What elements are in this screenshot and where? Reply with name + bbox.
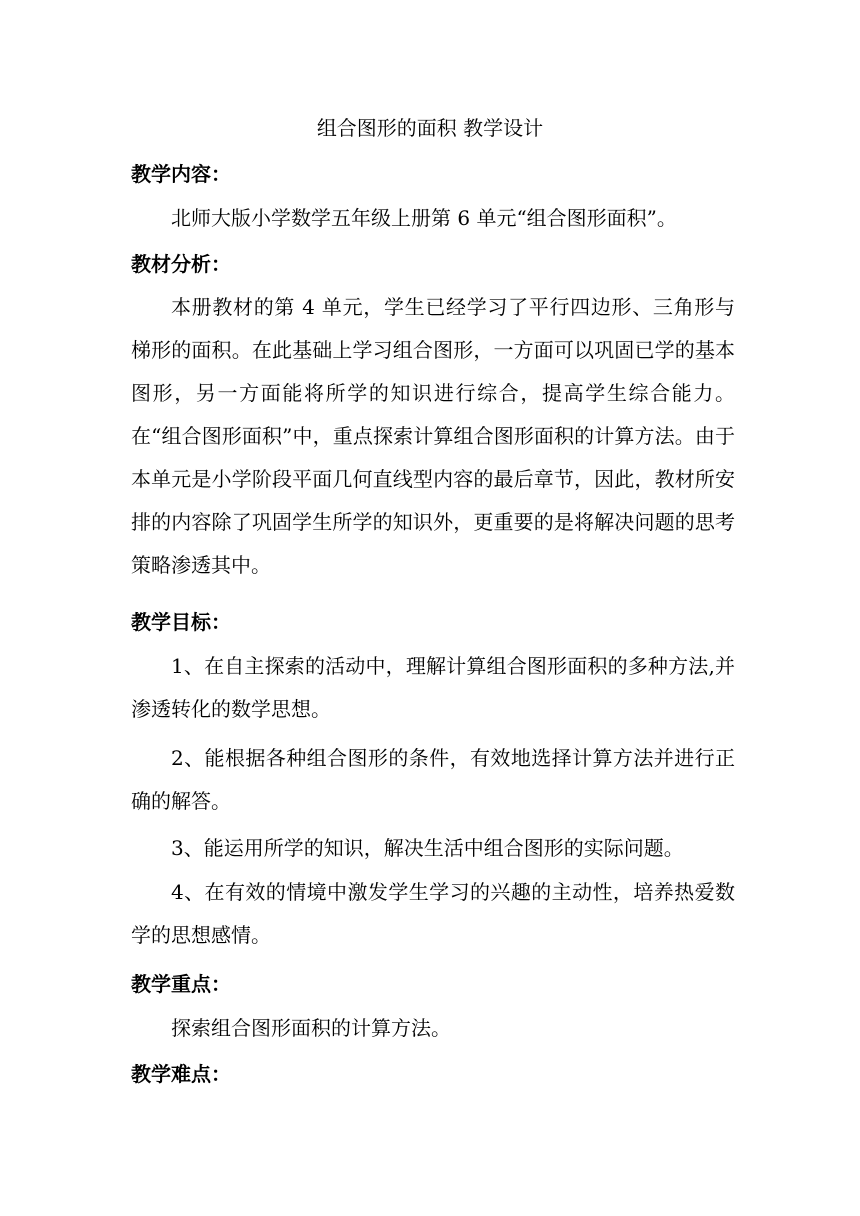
- paragraph-textbook-analysis: 本册教材的第 4 单元，学生已经学习了平行四边形、三角形与梯形的面积。在此基础上学习组合图形，一方面可以巩固已学的基本图形，另一方面能将所学的知识进行综合，提高学生综合能力。在“组合图形面积”中，重点探索计算组合图形面积的计算方法。由于本单元是小学阶段平面几何直线型内容的最后章节，因此，教材所安排的内容除了巩固学生所学的知识外，更重要的是将解决问题的思考策略渗透其中。: [131, 295, 735, 577]
- paragraph-goal-4: 4、在有效的情境中激发学生学习的兴趣的主动性，培养热爱数学的思想感情。: [131, 880, 735, 947]
- paragraph-key-points: 探索组合图形面积的计算方法。: [171, 1016, 451, 1040]
- section-heading-teaching-difficulties: 教学难点：: [131, 1062, 231, 1086]
- paragraph-teaching-content: 北师大版小学数学五年级上册第 6 单元“组合图形面积”。: [171, 206, 677, 230]
- paragraph-goal-3: 3、能运用所学的知识，解决生活中组合图形的实际问题。: [171, 836, 684, 860]
- paragraph-goal-1: 1、在自主探索的活动中，理解计算组合图形面积的多种方法,并渗透转化的数学思想。: [131, 654, 735, 721]
- section-heading-teaching-key-points: 教学重点：: [131, 972, 231, 996]
- section-heading-teaching-goals: 教学目标：: [131, 610, 231, 634]
- section-heading-textbook-analysis: 教材分析：: [131, 252, 231, 276]
- section-heading-teaching-content: 教学内容：: [131, 162, 231, 186]
- document-title: 组合图形的面积 教学设计: [316, 116, 544, 140]
- paragraph-goal-2: 2、能根据各种组合图形的条件，有效地选择计算方法并进行正确的解答。: [131, 746, 735, 813]
